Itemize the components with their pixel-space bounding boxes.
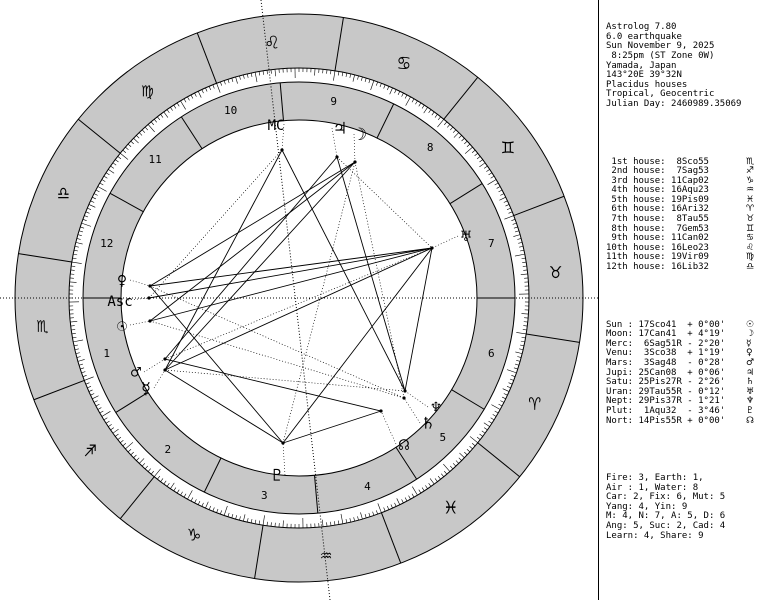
house-row: 8th house: 7Gem53 ♊ — [606, 223, 755, 234]
house-number: 8 — [426, 141, 434, 155]
jupiter-icon: ♃ — [334, 119, 346, 139]
house-row: 1st house: 8Sco55 ♏ — [606, 156, 755, 167]
moon-icon: ☽ — [356, 125, 368, 145]
info-panel — [598, 0, 760, 600]
header-line: Julian Day: 2460989.35069 — [606, 98, 742, 109]
summary-line: Fire: 3, Earth: 1, — [606, 473, 704, 484]
house-number: 2 — [164, 442, 172, 456]
sign-pisces-icon: ♓ — [444, 494, 457, 519]
planet-row: Sun : 17Sco41 + 0°00' ☉ — [606, 319, 755, 330]
summary-line: M: 4, N: 7, A: 5, D: 6 — [606, 511, 726, 522]
sign-gemini-icon: ♊ — [501, 134, 514, 159]
house-row: 9th house: 11Can02 ♋ — [606, 233, 755, 244]
summary-line: Yang: 4, Yin: 9 — [606, 501, 688, 512]
uranus-icon: ♅ — [460, 227, 472, 247]
midheaven-icon: MC — [267, 118, 285, 134]
sign-virgo-icon: ♍ — [141, 77, 154, 102]
sign-capricorn-icon: ♑ — [188, 521, 201, 546]
chart-header — [606, 23, 760, 109]
house-number: 9 — [330, 95, 338, 109]
summary-line: Air : 1, Water: 8 — [606, 482, 699, 493]
planet-row: Nept: 29Pis37R - 1°21' ♆ — [606, 396, 755, 407]
planet-row-sign-icon: ♅ — [746, 386, 755, 397]
sign-taurus-icon: ♉ — [549, 259, 562, 284]
planet-row: Satu: 25Pis27R - 2°26' ♄ — [606, 377, 755, 388]
house-row-sign-icon: ♌ — [746, 242, 755, 253]
house-row-sign-icon: ♎ — [746, 262, 755, 273]
house-row-sign-icon: ♊ — [746, 223, 755, 234]
summary-line: Ang: 5, Suc: 2, Cad: 4 — [606, 521, 726, 532]
planet-row-sign-icon: ♃ — [746, 367, 755, 378]
sign-aries-icon: ♈ — [528, 390, 541, 415]
header-line: Sun November 9, 2025 — [606, 41, 715, 52]
house-number: 5 — [439, 430, 447, 444]
house-row: 12th house: 16Lib32 ♎ — [606, 262, 755, 273]
venus-icon: ♀ — [116, 271, 128, 291]
saturn-icon: ♄ — [422, 414, 434, 434]
header-line: Tropical, Geocentric — [606, 89, 715, 100]
house-row-sign-icon: ♉ — [746, 214, 755, 225]
house-row: 6th house: 16Ari32 ♈ — [606, 204, 755, 215]
planet-row-sign-icon: ♀ — [746, 348, 753, 359]
planet-row: Mars: 3Sag48 - 0°28' ♂ — [606, 357, 755, 368]
sign-leo-icon: ♌ — [266, 29, 279, 54]
north-node-icon: ☊ — [398, 435, 410, 455]
planet-row: Plut: 1Aqu32 - 3°46' ♇ — [606, 405, 755, 416]
house-row: 7th house: 8Tau55 ♉ — [606, 214, 755, 225]
house-row-sign-icon: ♍ — [746, 252, 755, 263]
mars-icon: ♂ — [130, 363, 142, 383]
planet-position-list — [606, 321, 760, 427]
house-row: 3rd house: 11Cap02 ♑ — [606, 175, 755, 186]
house-number: 12 — [100, 236, 114, 250]
house-number: 11 — [148, 153, 162, 167]
house-cusp-list — [606, 158, 760, 273]
sign-libra-icon: ♎ — [57, 181, 70, 206]
house-row-sign-icon: ♏ — [746, 156, 755, 167]
house-row-sign-icon: ♋ — [746, 233, 755, 244]
house-row-sign-icon: ♒ — [746, 185, 755, 196]
ascendant-icon: Asc — [107, 294, 133, 310]
house-number: 4 — [364, 479, 371, 493]
summary-line: Car: 2, Fix: 6, Mut: 5 — [606, 492, 726, 503]
pluto-icon: ♇ — [271, 466, 283, 486]
planet-row: Moon: 17Can41 + 4°19' ☽ — [606, 329, 755, 340]
house-row: 2nd house: 7Sag53 ♐ — [606, 166, 755, 177]
summary-line: Learn: 4, Share: 9 — [606, 530, 704, 541]
planet-row: Uran: 29Tau55R - 0°12' ♅ — [606, 386, 755, 397]
house-row: 11th house: 19Vir09 ♍ — [606, 252, 755, 263]
planet-row-sign-icon: ♄ — [746, 377, 755, 388]
mercury-icon: ☿ — [140, 379, 152, 399]
header-line: 8:25pm (ST Zone 0W) — [606, 50, 715, 61]
planet-row: Venu: 3Sco38 + 1°19' ♀ — [606, 349, 760, 359]
header-line: Astrolog 7.80 — [606, 22, 677, 33]
planet-row-sign-icon: ☉ — [746, 319, 755, 330]
sign-cancer-icon: ♋ — [397, 50, 410, 75]
house-row: 10th house: 16Leo23 ♌ — [606, 242, 755, 253]
planet-row-sign-icon: ♂ — [746, 357, 755, 368]
planet-row: Jupi: 25Can08 + 0°06' ♃ — [606, 367, 755, 378]
house-row-sign-icon: ♓ — [746, 194, 755, 205]
header-line: 6.0 earthquake — [606, 31, 682, 42]
neptune-icon: ♆ — [430, 398, 442, 418]
planet-row-sign-icon: ☽ — [746, 329, 755, 340]
house-row: 5th house: 19Pis09 ♓ — [606, 194, 755, 205]
sign-aquarius-icon: ♒ — [319, 542, 332, 567]
house-number: 3 — [260, 488, 268, 502]
planet-row-sign-icon: ☊ — [746, 415, 754, 426]
header-line: Placidus houses — [606, 79, 688, 90]
house-row: 4th house: 16Aqu23 ♒ — [606, 185, 755, 196]
sign-sagittarius-icon: ♐ — [84, 437, 97, 462]
sign-scorpio-icon: ♏ — [36, 312, 49, 337]
planet-row-sign-icon: ♆ — [746, 396, 755, 407]
house-number: 7 — [487, 236, 495, 250]
house-number: 6 — [487, 347, 495, 361]
planet-row: Nort: 14Pis55R + 0°00' ☊ — [606, 415, 754, 426]
planet-row-sign-icon: ☿ — [746, 338, 752, 349]
house-row-sign-icon: ♐ — [746, 166, 755, 177]
house-number: 1 — [103, 347, 111, 361]
header-line: Yamada, Japan — [606, 60, 677, 71]
sun-icon: ☉ — [116, 316, 128, 336]
planet-row-sign-icon: ♇ — [746, 405, 755, 416]
planet-row: Merc: 6Sag51R - 2°20' ☿ — [606, 340, 760, 350]
house-row-sign-icon: ♈ — [746, 204, 755, 215]
element-summary — [606, 474, 760, 541]
house-number: 10 — [223, 104, 238, 118]
house-row-sign-icon: ♑ — [746, 175, 755, 186]
header-line: 143°20E 39°32N — [606, 70, 682, 81]
